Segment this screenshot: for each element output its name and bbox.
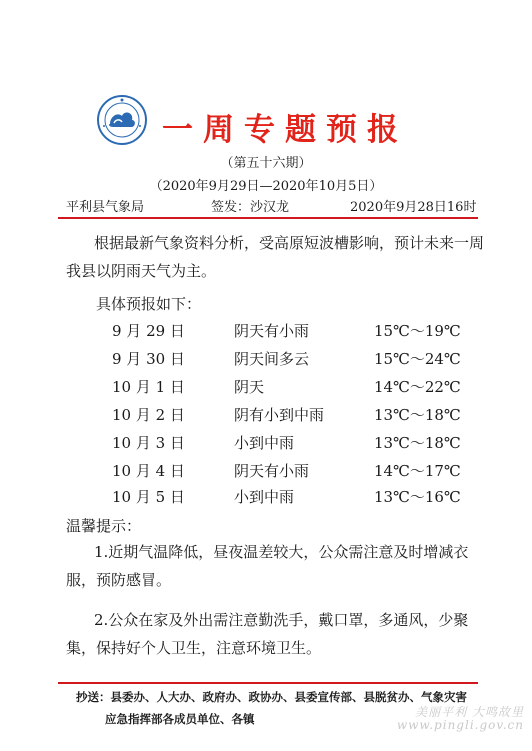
header-divider [58,217,478,219]
china-meteorology-logo-icon [96,94,148,146]
tip-text: 1.近期气温降低，昼夜温差较大，公众需注意及时增减衣服，预防感冒。 [66,543,469,589]
footer-divider [58,682,478,684]
issuing-office: 平利县气象局 [66,200,145,215]
forecast-date: 10 月 5 日 [112,488,185,506]
forecast-weather: 阴天有小雨 [234,322,310,340]
watermark [397,706,524,732]
forecast-row [0,320,532,342]
tip-text: 2.公众在家及外出需注意勤洗手，戴口罩，多通风，少聚集，保持好个人卫生，注意环境卫生。 [66,611,469,657]
intro-text: 根据最新气象资料分析，受高原短波槽影响，预计未来一周我县以阴雨天气为主。 [66,234,485,280]
forecast-date: 9 月 29 日 [112,322,185,340]
tip-paragraph [66,538,484,594]
forecast-weather: 阴天有小雨 [234,462,310,480]
forecast-row [0,486,532,508]
intro-paragraph [66,229,484,285]
forecast-date: 10 月 3 日 [112,434,185,452]
forecast-temperature: 14℃～17℃ [374,462,461,480]
forecast-temperature: 15℃～24℃ [374,350,461,368]
forecast-row [0,404,532,426]
watermark-url: www.pingli.gov.cn [396,718,524,732]
forecast-date: 10 月 2 日 [112,406,185,424]
cc-line: 抄送：县委办、人大办、政府办、政协办、县委宣传部、县脱贫办、气象灾害 [76,690,467,704]
forecast-temperature: 14℃～22℃ [374,378,461,396]
forecast-temperature: 13℃～16℃ [374,488,461,506]
forecast-row [0,376,532,398]
forecast-list-title: 具体预报如下： [96,295,202,313]
forecast-row [0,460,532,482]
issue-time: 2020年9月28日16时 [350,200,477,215]
forecast-weather: 阴有小到中雨 [234,406,325,424]
page-title: 一周专题预报 [162,112,408,148]
forecast-date: 10 月 4 日 [112,462,185,480]
cc-line: 应急指挥部各成员单位、各镇 [105,712,255,726]
forecast-weather: 阴天间多云 [234,350,310,368]
forecast-weather: 阴天 [234,378,265,396]
forecast-temperature: 15℃～19℃ [374,322,461,340]
forecast-weather: 小到中雨 [234,434,295,452]
forecast-temperature: 13℃～18℃ [374,406,461,424]
forecast-period: （2020年9月29日—2020年10月5日） [149,179,383,194]
forecast-temperature: 13℃～18℃ [374,434,461,452]
tips-title: 温馨提示： [66,517,142,535]
tip-paragraph [66,606,484,662]
signer: 签发：沙汉龙 [211,200,290,215]
watermark-slogan: 美丽平利 大鸣故里 [415,705,524,719]
forecast-row [0,348,532,370]
forecast-row [0,432,532,454]
forecast-date: 9 月 30 日 [112,350,185,368]
forecast-weather: 小到中雨 [234,488,295,506]
forecast-date: 10 月 1 日 [112,378,185,396]
issue-number: （第五十六期） [220,156,312,171]
